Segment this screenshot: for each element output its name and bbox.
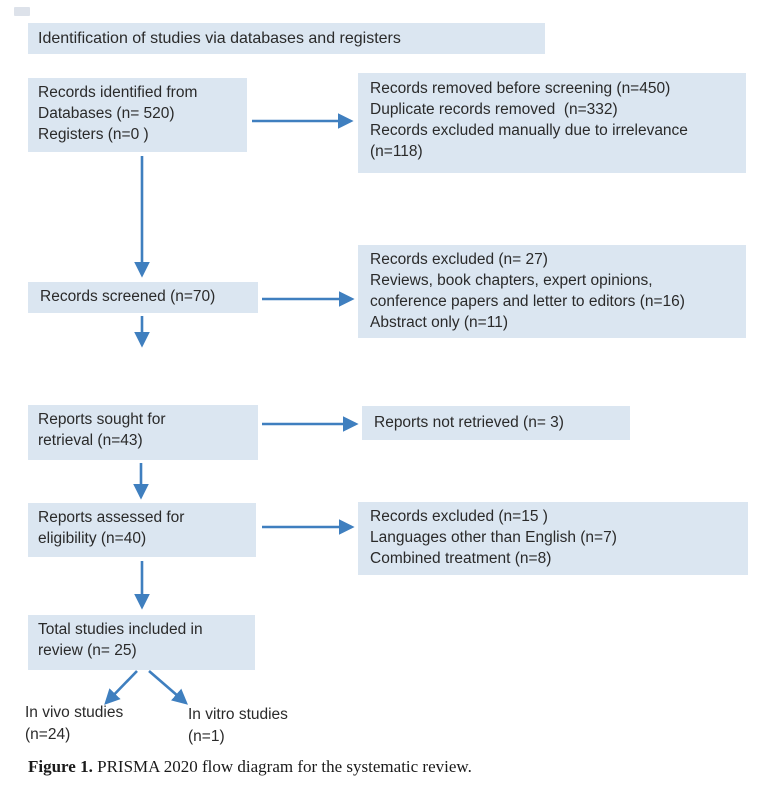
- box-line: Reports assessed for: [38, 509, 185, 526]
- figure-caption: [28, 757, 748, 777]
- box-line: review (n= 25): [38, 641, 137, 659]
- box-line: Abstract only (n=11): [370, 313, 508, 331]
- box-line: retrieval (n=43): [38, 431, 143, 449]
- box-line: Records removed before screening (n=450): [370, 80, 671, 97]
- title-text: Identification of studies via databases and registers: [38, 29, 401, 47]
- box-line: eligibility (n=40): [38, 529, 147, 547]
- figure-caption-label: Figure 1.: [28, 757, 93, 776]
- box-line: Reports not retrieved (n= 3): [374, 413, 564, 431]
- label-line: (n=1): [188, 727, 225, 745]
- box-line: Records identified from: [38, 84, 198, 101]
- label-line: In vivo studies: [25, 704, 124, 721]
- box-records-identified: [28, 78, 247, 152]
- arrow-total-to-invivo: [106, 671, 137, 703]
- box-records-removed: [358, 73, 746, 173]
- box-line: Records excluded (n= 27): [370, 251, 548, 268]
- figure-caption-text: PRISMA 2020 flow diagram for the systematic review.: [92, 757, 472, 776]
- box-total-included: [28, 615, 255, 670]
- box-records-excluded-screening: [358, 245, 746, 338]
- arrow-total-to-invitro: [149, 671, 186, 703]
- box-line: Total studies included in: [38, 621, 203, 638]
- box-line: Reports sought for: [38, 411, 166, 428]
- box-reports-sought: [28, 405, 258, 460]
- box-line: Languages other than English (n=7): [370, 528, 617, 546]
- box-line: Records excluded (n=15 ): [370, 508, 548, 525]
- title-banner: [28, 23, 545, 54]
- box-records-excluded-eligibility: [358, 502, 748, 575]
- box-line: Combined treatment (n=8): [370, 549, 552, 567]
- box-line: Reviews, book chapters, expert opinions,: [370, 271, 653, 289]
- box-line: Duplicate records removed (n=332): [370, 100, 618, 118]
- box-records-screened: [28, 282, 258, 313]
- label-in-vitro: [188, 704, 288, 747]
- box-line: Databases (n= 520): [38, 104, 175, 122]
- box-line: Records excluded manually due to irrelevance: [370, 121, 688, 139]
- box-line: Registers (n=0 ): [38, 125, 149, 143]
- box-line: conference papers and letter to editors (n=16): [370, 292, 685, 310]
- label-line: In vitro studies: [188, 706, 288, 723]
- box-line: Records screened (n=70): [40, 288, 216, 306]
- box-reports-assessed: [28, 503, 256, 557]
- page-artifact-speck: [14, 7, 30, 16]
- label-line: (n=24): [25, 725, 71, 743]
- box-line: (n=118): [370, 142, 423, 160]
- box-reports-not-retrieved: [362, 406, 630, 440]
- label-in-vivo: [25, 702, 123, 745]
